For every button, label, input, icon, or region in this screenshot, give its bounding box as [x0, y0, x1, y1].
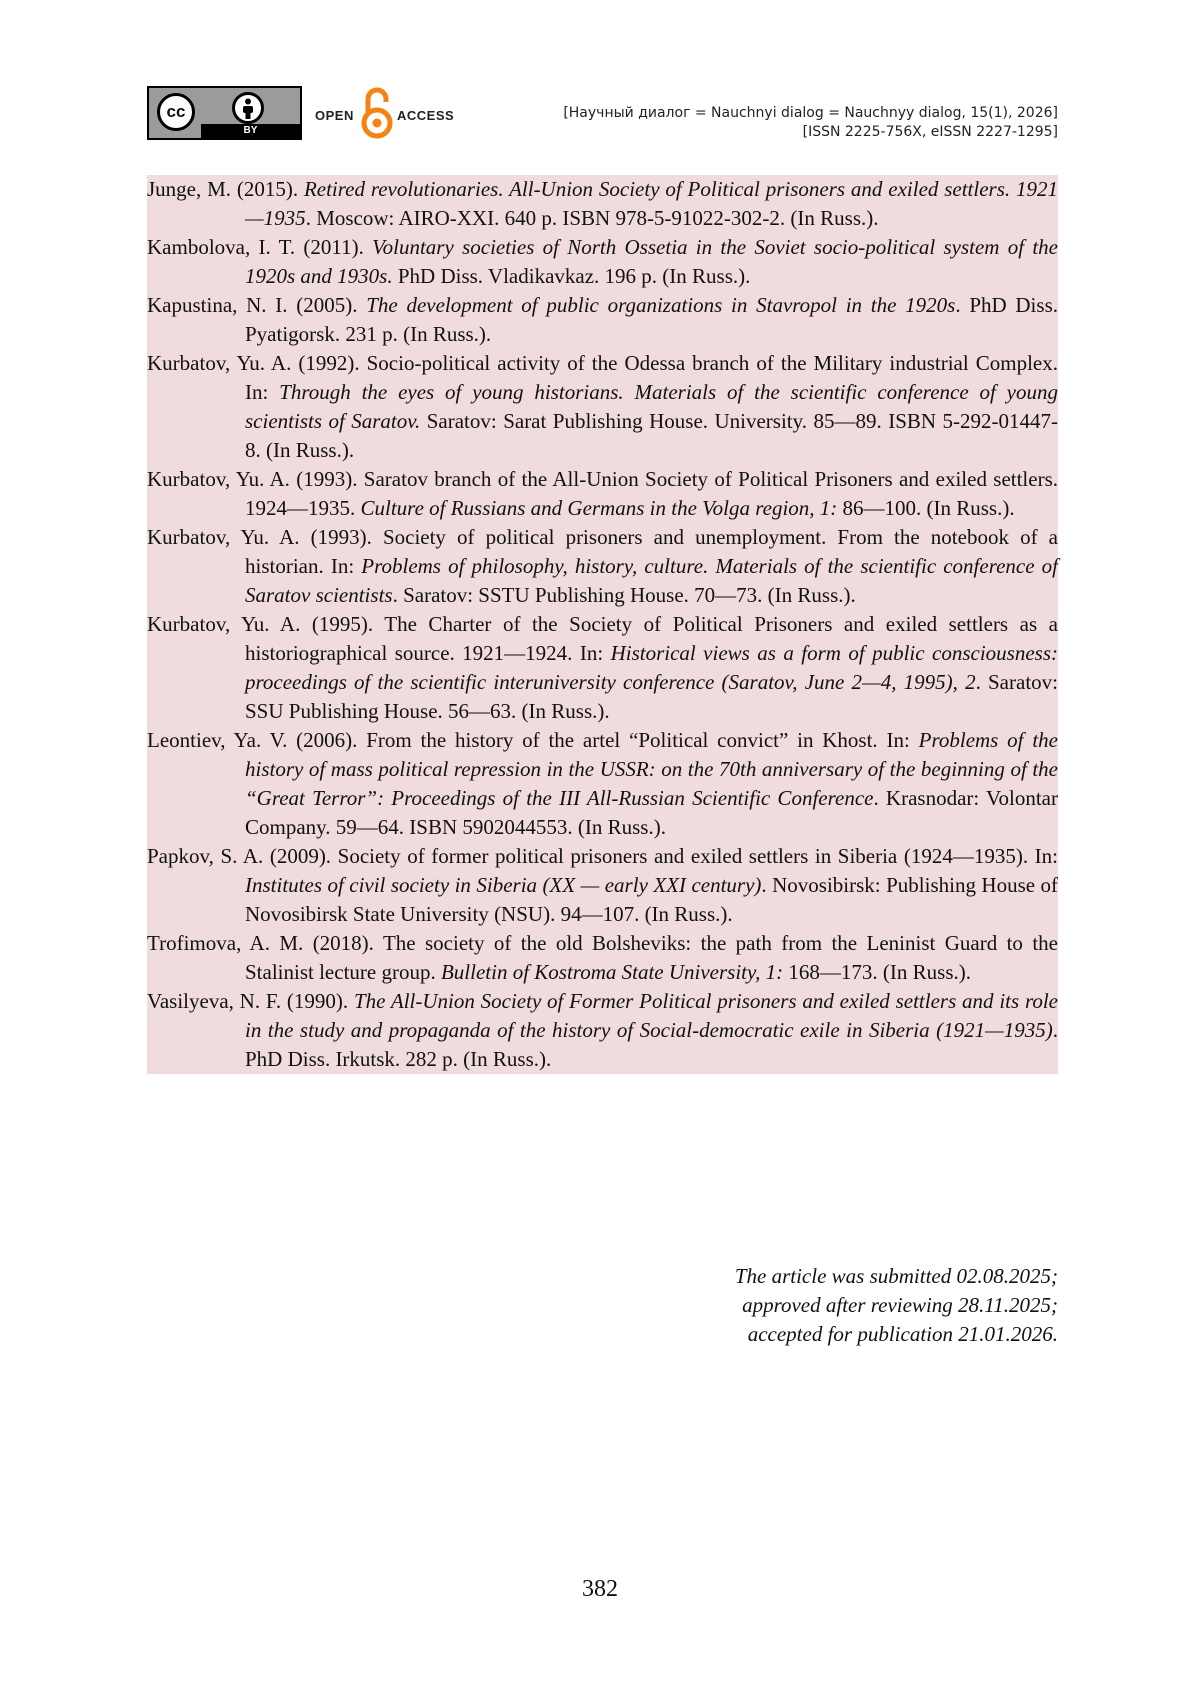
- accepted-date: accepted for publication 21.01.2026.: [747, 1322, 1058, 1346]
- reference-title: Institutes of civil society in Siberia (XX — early XXI century): [245, 873, 762, 897]
- reference-entry: [147, 987, 1058, 1074]
- reference-details: 86—100. (In Russ.).: [837, 496, 1015, 520]
- reference-entry: [147, 726, 1058, 842]
- reference-text: Leontiev, Ya. V. (2006). From the history of the artel “Political convict” in Khost. In:: [147, 728, 919, 752]
- reference-title: Bulletin of Kostroma State University, 1:: [440, 960, 784, 984]
- reference-details: PhD Diss. Vladikavkaz. 196 p. (In Russ.).: [392, 264, 751, 288]
- reference-details: . Moscow: AIRO-XXI. 640 p. ISBN 978-5-91022-302-2. (In Russ.).: [305, 206, 879, 230]
- reference-entry: [147, 610, 1058, 726]
- reference-title: Culture of Russians and Germans in the Volga region, 1:: [360, 496, 838, 520]
- article-dates: [735, 1262, 1058, 1349]
- reference-entry: [147, 291, 1058, 349]
- reference-entry: [147, 233, 1058, 291]
- by-label: BY: [201, 124, 300, 138]
- page-number: 382: [582, 1576, 618, 1602]
- reference-text: Kapustina, N. I. (2005).: [147, 293, 367, 317]
- reference-entry: [147, 523, 1058, 610]
- open-access-lock-icon: [359, 86, 395, 140]
- reference-entry: [147, 465, 1058, 523]
- journal-citation: [563, 104, 1058, 142]
- reference-text: Kambolova, I. T. (2011).: [147, 235, 373, 259]
- reference-text: Kurbatov, Yu. A. (1993). Society of political prisoners and unemployment. From the notebook of a historian. In:: [147, 525, 1058, 578]
- open-access-open-text: OPEN: [315, 108, 354, 123]
- reference-title: Retired revolutionaries. All-Union Society of Political prisoners and exiled settlers. 1921—1935: [245, 177, 1058, 230]
- reference-title: Problems of philosophy, history, culture. Materials of the scientific conference of Saratov scientists: [245, 554, 1058, 607]
- reference-title: The All-Union Society of Former Political prisoners and exiled settlers and its role in the study and propaganda of the history of Social-democratic exile in Siberia (1921—1935): [245, 989, 1058, 1042]
- reference-details: . Saratov: SSU Publishing House. 56—63. (In Russ.).: [245, 670, 1058, 723]
- reference-title: Through the eyes of young historians. Materials of the scientific conference of young scientists of Saratov.: [245, 380, 1059, 433]
- approved-date: approved after reviewing 28.11.2025;: [742, 1293, 1058, 1317]
- reference-text: Kurbatov, Yu. A. (1995). The Charter of the Society of Political Prisoners and exiled settlers as a historiographical source. 1921—1924. In:: [147, 612, 1058, 665]
- reference-text: Kurbatov, Yu. A. (1993). Saratov branch of the All-Union Society of Political Prisoners and exiled settlers. 1924—1935.: [147, 467, 1058, 520]
- reference-entry: [147, 175, 1058, 233]
- cc-icon: cc: [157, 93, 195, 131]
- reference-title: Voluntary societies of North Ossetia in the Soviet socio-political system of the 1920s and 1930s.: [245, 235, 1058, 288]
- attribution-icon: [232, 92, 264, 124]
- open-access-logo[interactable]: [315, 86, 465, 142]
- reference-text: Junge, M. (2015).: [147, 177, 304, 201]
- reference-entry: [147, 929, 1058, 987]
- reference-details: 168—173. (In Russ.).: [783, 960, 972, 984]
- reference-details: . Krasnodar: Volontar Company. 59—64. ISBN 5902044553. (In Russ.).: [245, 786, 1058, 839]
- reference-details: . PhD Diss. Pyatigorsk. 231 p. (In Russ.).: [245, 293, 1058, 346]
- reference-text: Kurbatov, Yu. A. (1992). Socio-political activity of the Odessa branch of the Military industrial Complex. In:: [147, 351, 1058, 404]
- references-list: [147, 175, 1058, 1074]
- reference-text: Vasilyeva, N. F. (1990).: [147, 989, 354, 1013]
- cc-by-license-badge[interactable]: [147, 86, 302, 140]
- reference-text: Papkov, S. A. (2009). Society of former political prisoners and exiled settlers in Siberia (1924—1935). In:: [147, 844, 1058, 868]
- reference-details: . PhD Diss. Irkutsk. 282 p. (In Russ.).: [245, 1018, 1058, 1071]
- journal-title-line: [Научный диалог = Nauchnyi dialog = Nauchnyy dialog, 15(1), 2026]: [563, 105, 1058, 121]
- reference-text: Trofimova, A. M. (2018). The society of the old Bolsheviks: the path from the Leninist Guard to the Stalinist lecture group.: [147, 931, 1058, 984]
- reference-title: The development of public organizations in Stavropol in the 1920s: [366, 293, 956, 317]
- reference-entry: [147, 842, 1058, 929]
- reference-details: . Saratov: SSTU Publishing House. 70—73. (In Russ.).: [392, 583, 856, 607]
- journal-issn-line: [ISSN 2225-756X, eISSN 2227-1295]: [802, 124, 1058, 140]
- page-header: [147, 84, 1058, 144]
- reference-details: . Novosibirsk: Publishing House of Novosibirsk State University (NSU). 94—107. (In Russ.).: [245, 873, 1059, 926]
- reference-entry: [147, 349, 1058, 465]
- reference-details: Saratov: Sarat Publishing House. University. 85—89. ISBN 5-292-01447-8. (In Russ.).: [245, 409, 1058, 462]
- reference-title: Historical views as a form of public consciousness: proceedings of the scientific interuniversity conference (Saratov, June 2—4, 1995), 2: [245, 641, 1058, 694]
- open-access-access-text: ACCESS: [397, 108, 455, 123]
- reference-title: Problems of the history of mass political repression in the USSR: on the 70th anniversary of the beginning of the “Great Terror”: Proceedings of the III All-Russian Scientific Conference: [245, 728, 1058, 810]
- submitted-date: The article was submitted 02.08.2025;: [734, 1264, 1058, 1288]
